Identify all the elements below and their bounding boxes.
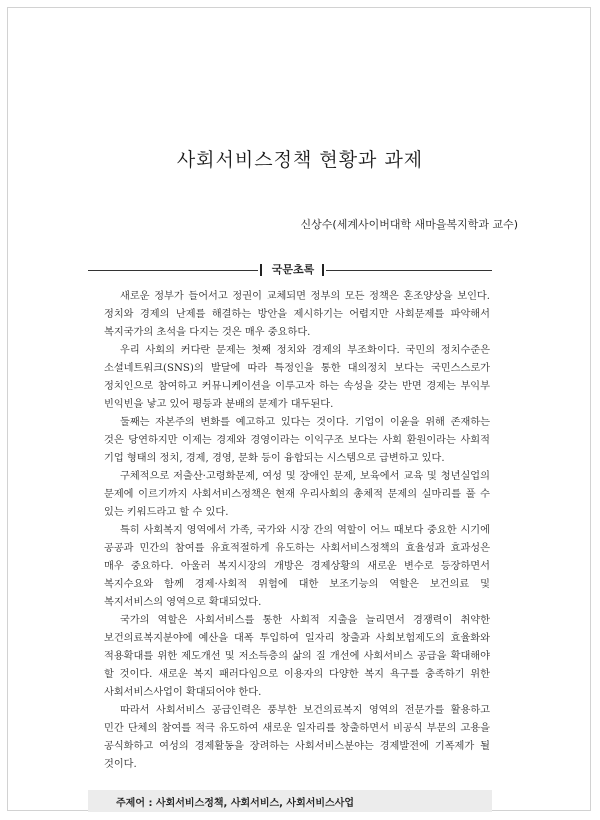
abstract-paragraph: 구체적으로 저출산·고령화문제, 여성 및 장애인 문제, 보육에서 교육 및 청년실업의 문제에 이르기까지 사회서비스정책은 현재 우리사회의 총체적 문제의 실마리를 풀 수 있는 키워드라고 할 수 있다. — [104, 471, 490, 518]
abstract-paragraph: 따라서 사회서비스 공급인력은 풍부한 보건의료복지 영역의 전문가를 활용하고 민간 단체의 참여를 적극 유도하여 새로운 일자리를 창출하면서 비공식 부문의 고용을 공식화하고 여성의 경제활동을 장려하는 사회서비스분야는 경제발전에 기폭제가 될 것이다. — [104, 705, 490, 770]
abstract-header — [88, 263, 492, 277]
paper-title: 사회서비스정책 현황과 과제 — [176, 149, 424, 171]
keywords-box — [88, 790, 492, 812]
header-rule-left — [88, 270, 258, 271]
author-line: 신상수(세계사이버대학 새마을복지학과 교수) — [300, 218, 518, 231]
abstract-paragraph: 국가의 역할은 사회서비스를 통한 사회적 지출을 늘리면서 경쟁력이 취약한 보건의료복지분야에 예산을 대폭 투입하여 일자리 창출과 사회보험제도의 효율화와 적용확대를 위한 제도개선 및 저소득층의 삶의 질 개선에 사회서비스 공급을 확대해야 할 것이다. 새로운 복지 패러다임으로 이용자의 다양한 복지 욕구를 충족하기 위한 사회서비스사업이 확대되어야 한다. — [104, 615, 490, 698]
abstract-paragraph: 둘째는 자본주의 변화를 예고하고 있다는 것이다. 기업이 이윤을 위해 존재하는 것은 당연하지만 이제는 경제와 경영이라는 이익구조 보다는 사회 환원이라는 사회적 기업 형태의 정치, 경제, 경영, 문화 등이 융합되는 시스템으로 급변하고 있다. — [104, 417, 490, 464]
header-rule-right — [326, 270, 492, 271]
keywords-text: 주제어 : 사회서비스정책, 사회서비스, 사회서비스사업 — [116, 798, 355, 809]
header-tick-right — [322, 264, 324, 276]
header-tick-left — [260, 264, 262, 276]
abstract-paragraph: 우리 사회의 커다란 문제는 첫째 정치와 경제의 부조화이다. 국민의 정치수준은 소셜네트워크(SNS)의 발달에 따라 특정인을 통한 대의정치 보다는 국민스스로가 정치인으로 참여하고 커뮤니케이션을 이루고자 하는 속성을 갖는 반면 경제는 부익부 빈익빈을 낳고 있어 평등과 분배의 문제가 대두된다. — [104, 345, 490, 410]
abstract-paragraph: 새로운 정부가 들어서고 정권이 교체되면 정부의 모든 정책은 혼조양상을 보인다. 정치와 경제의 난제를 해결하는 방안을 제시하기는 어렵지만 사회문제를 파악해서 복지국가의 초석을 다지는 것은 매우 중요하다. — [104, 291, 490, 338]
abstract-paragraph: 특히 사회복지 영역에서 가족, 국가와 시장 간의 역할이 어느 때보다 중요한 시기에 공공과 민간의 참여를 유효적절하게 유도하는 사회서비스정책의 효율성과 효과성은 매우 중요하다. 아울러 복지시장의 개방은 경제상황의 새로운 변수로 등장하면서 복지수요와 함께 경제·사회적 위험에 대한 보조기능의 역할은 보건의료 및 복지서비스의 영역으로 확대되었다. — [104, 525, 490, 608]
abstract-header-label: 국문초록 — [271, 263, 315, 276]
abstract-body — [104, 288, 490, 774]
